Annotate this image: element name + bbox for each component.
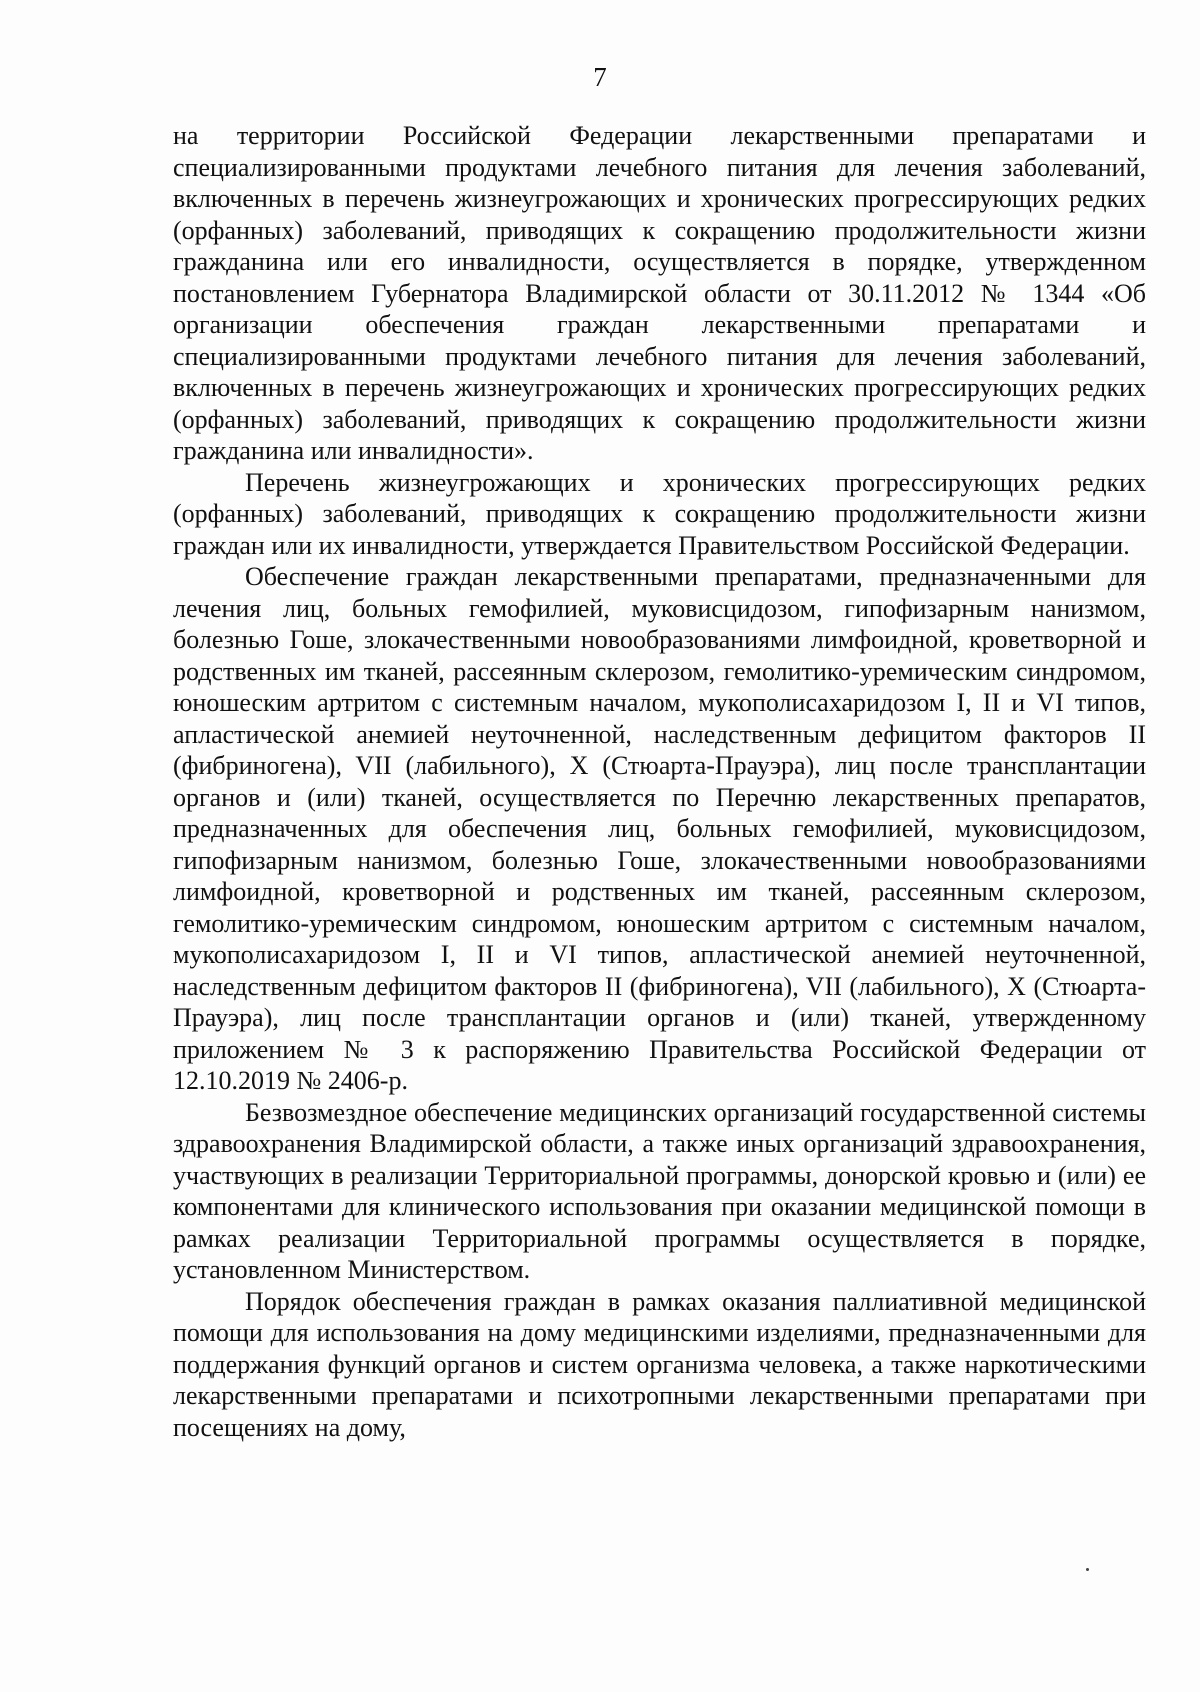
paragraph: Порядок обеспечения граждан в рамках оказания паллиативной медицинской помощи для использования на дому медицинскими изделиями, предназначенными для поддержания функций органов и систем организма человека, а также наркотическими лекарственными препаратами и психотропными лекарственными препаратами при посещениях на дому,	[173, 1286, 1146, 1442]
body-text	[173, 120, 1146, 1443]
paragraph: Обеспечение граждан лекарственными препаратами, предназначенными для лечения лиц, больных гемофилией, муковисцидозом, гипофизарным нанизмом, болезнью Гоше, злокачественными новообразованиями лимфоидной, кроветворной и родственных им тканей, рассеянным склерозом, гемолитико-уремическим синдромом, юношеским артритом с системным началом, мукополисахаридозом I, II и VI типов, апластической анемией неуточненной, наследственным дефицитом факторов II (фибриногена), VII (лабильного), X (Стюарта-Прауэра), лиц после трансплантации органов и (или) тканей, осуществляется по Перечню лекарственных препаратов, предназначенных для обеспечения лиц, больных гемофилией, муковисцидозом, гипофизарным нанизмом, болезнью Гоше, злокачественными новообразованиями лимфоидной, кроветворной и родственных им тканей, рассеянным склерозом, гемолитико-уремическим синдромом, юношеским артритом с системным началом, мукополисахаридозом I, II и VI типов, апластической анемией неуточненной, наследственным дефицитом факторов II (фибриногена), VII (лабильного), X (Стюарта-Прауэра), лиц после трансплантации органов и (или) тканей, утвержденному приложением № 3 к распоряжению Правительства Российской Федерации от 12.10.2019 № 2406-р.	[173, 562, 1146, 1095]
paragraph: Безвозмездное обеспечение медицинских организаций государственной системы здравоохранения Владимирской области, а также иных организаций здравоохранения, участвующих в реализации Территориальной программы, донорской кровью и (или) ее компонентами для клинического использования при оказании медицинской помощи в рамках реализации Территориальной программы осуществляется в порядке, установленном Министерством.	[173, 1097, 1146, 1284]
paragraph: Перечень жизнеугрожающих и хронических прогрессирующих редких (орфанных) заболеваний, приводящих к сокращению продолжительности жизни граждан или их инвалидности, утверждается Правительством Российской Федерации.	[173, 467, 1146, 560]
scan-speck	[1086, 1568, 1089, 1571]
page-number: 7	[593, 62, 607, 92]
paragraph: на территории Российской Федерации лекарственными препаратами и специализированными продуктами лечебного питания для лечения заболеваний, включенных в перечень жизнеугрожающих и хронических прогрессирующих редких (орфанных) заболеваний, приводящих к сокращению продолжительности жизни гражданина или его инвалидности, осуществляется в порядке, утвержденном постановлением Губернатора Владимирской области от 30.11.2012 № 1344 «Об организации обеспечения граждан лекарственными препаратами и специализированными продуктами лечебного питания для лечения заболеваний, включенных в перечень жизнеугрожающих и хронических прогрессирующих редких (орфанных) заболеваний, приводящих к сокращению продолжительности жизни гражданина или инвалидности».	[173, 121, 1146, 465]
